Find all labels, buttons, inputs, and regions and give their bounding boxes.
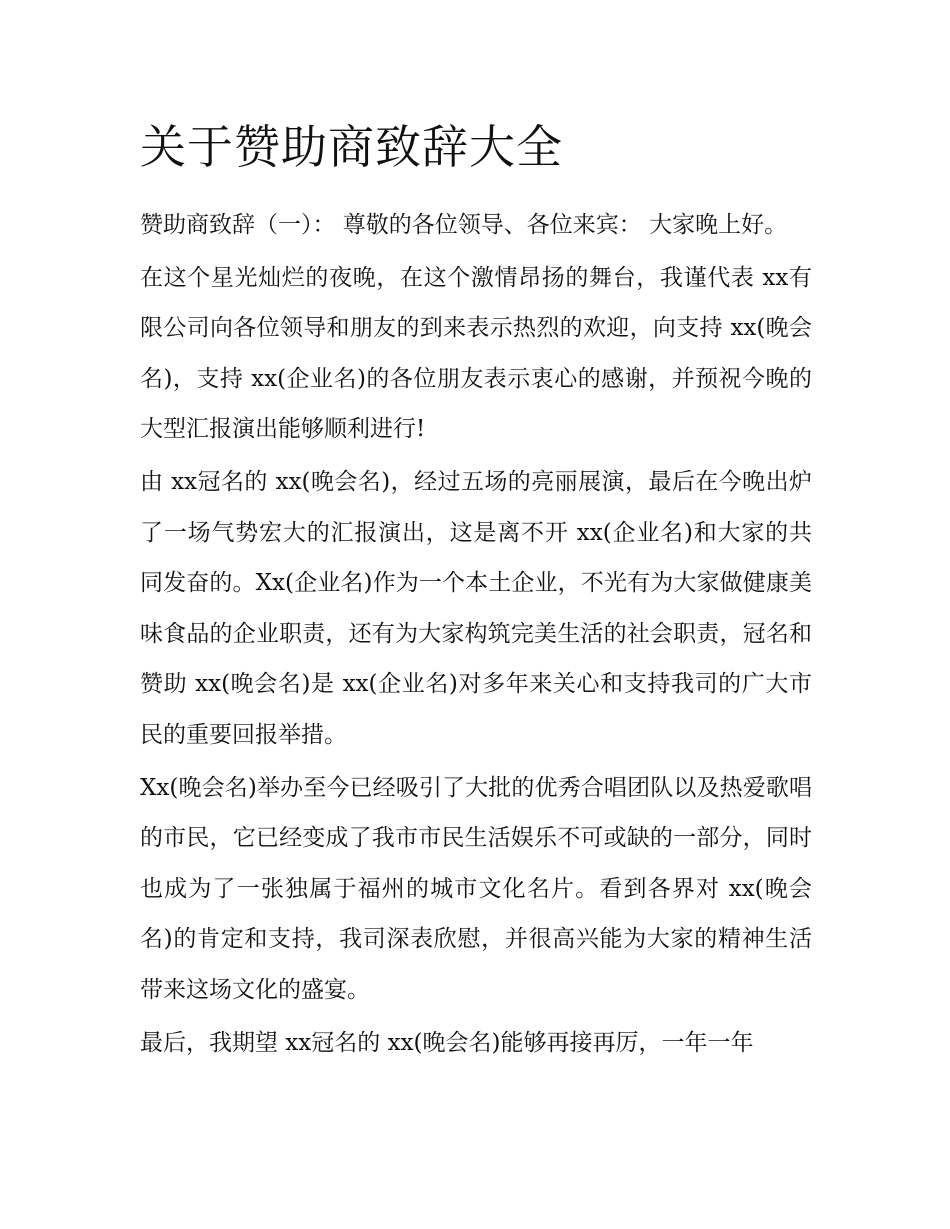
paragraph-event-history: Xx(晚会名)举办至今已经吸引了大批的优秀合唱团队以及热爱歌唱的市民，它已经变成了我市市民生活娱乐不可或缺的一部分，同时也成为了一张独属于福州的城市文化名片。看到各界对 xx(晚会名)的肯定和支持，我司深表欣慰，并很高兴能为大家的精神生活带来这场文化的盛宴。 [140,774,812,1003]
paragraph-welcome: 在这个星光灿烂的夜晚，在这个激情昂扬的舞台，我谨代表 xx有限公司向各位领导和朋友的到来表示热烈的欢迎，向支持 xx(晚会名)，支持 xx(企业名)的各位朋友表示衷心的感谢，并预祝今晚的大型汇报演出能够顺利进行! [140,264,812,443]
document-page [140,112,812,1070]
paragraph-sponsorship: 由 xx冠名的 xx(晚会名)，经过五场的亮丽展演，最后在今晚出炉了一场气势宏大的汇报演出，这是离不开 xx(企业名)和大家的共同发奋的。Xx(企业名)作为一个本土企业，不光有为大家做健康美味食品的企业职责，还有为大家构筑完美生活的社会职责，冠名和赞助 xx(晚会名)是 xx(企业名)对多年来关心和支持我司的广大市民的重要回报举措。 [140,468,812,748]
paragraph-closing: 最后，我期望 xx冠名的 xx(晚会名)能够再接再厉，一年一年 [140,1029,754,1056]
paragraph-greeting: 赞助商致辞（一）： 尊敬的各位领导、各位来宾： 大家晚上好。 [140,212,788,238]
document-title: 关于赞助商致辞大全 [140,120,563,174]
